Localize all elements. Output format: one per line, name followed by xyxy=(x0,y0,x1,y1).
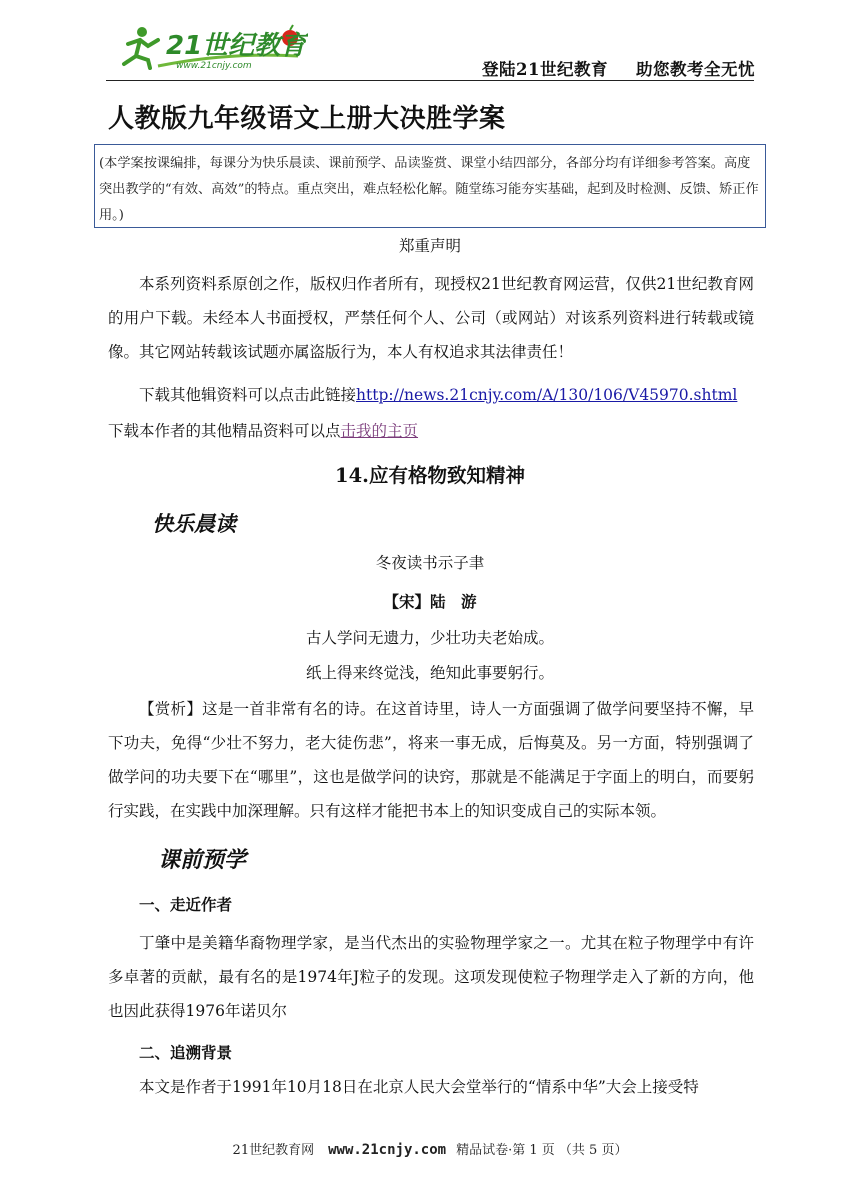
subheading-background: 二、追溯背景 xyxy=(139,1043,233,1062)
svg-text:www.21cnjy.com: www.21cnjy.com xyxy=(176,61,252,71)
footer-site-name: 21世纪教育网 xyxy=(232,1143,315,1158)
author-intro: 丁肇中是美籍华裔物理学家，是当代杰出的实验物理学家之一。尤其在粒子物理学中有许多卓著的贡献，最有名的是1974年J粒子的发现。这项发现使粒子物理学走入了新的方向，他也因此获得1976年诺贝尔 xyxy=(108,934,754,1020)
background-text: 本文是作者于1991年10月18日在北京人民大会堂举行的“情系中华”大会上接受特 xyxy=(139,1078,699,1096)
page-footer xyxy=(106,1139,754,1158)
poem-line: 纸上得来终觉浅，绝知此事要躬行。 xyxy=(305,664,554,682)
poem-analysis: 【赏析】这是一首非常有名的诗。在这首诗里，诗人一方面强调了做学问要坚持不懈，早下功夫，免得“少壮不努力，老大徒伤悲”，将来一事无成，后悔莫及。另一方面，特别强调了做学问的功夫要下在“哪里”，这也是做学问的诀窍，那就是不能满足于字面上的明白，而要躬行实践，在实践中加深理解。只有这样才能把书本上的知识变成自己的实际本领。 xyxy=(108,700,754,820)
slogan-left: 登陆21世纪教育 xyxy=(482,60,608,79)
poem-title: 冬夜读书示子聿 xyxy=(375,554,485,572)
download-link[interactable]: http://news.21cnjy.com/A/130/106/V45970.shtml xyxy=(356,386,738,404)
subheading-author: 一、走近作者 xyxy=(139,895,233,914)
author-text: 下载本作者的其他精品资料可以点 xyxy=(108,422,341,440)
section-heading-morning-reading: 快乐晨读 xyxy=(152,511,236,536)
footer-site-url[interactable]: www.21cnjy.com xyxy=(328,1142,447,1158)
poem-author: 【宋】陆 游 xyxy=(383,592,477,611)
footer-page-info: 精品试卷·第 1 页 （共 5 页） xyxy=(456,1143,628,1158)
poem-line: 古人学问无遗力，少壮功夫老始成。 xyxy=(305,629,554,647)
header-slogan xyxy=(482,56,755,80)
download-text: 下载其他辑资料可以点击此链接 xyxy=(139,386,357,404)
author-line xyxy=(108,414,754,448)
notice-body: 本系列资料系原创之作，版权归作者所有，现授权21世纪教育网运营，仅供21世纪教育网的用户下载。未经本人书面授权，严禁任何个人、公司（或网站）对该系列资料进行转载或镜像。其它网站转载该试题亦属盗版行为，本人有权追求其法律责任！ xyxy=(108,275,754,361)
author-homepage-link[interactable]: 击我的主页 xyxy=(340,422,419,440)
lesson-title: 14.应有格物致知精神 xyxy=(335,464,525,487)
intro-box: (本学案按课编排，每课分为快乐晨读、课前预学、品读鉴赏、课堂小结四部分，各部分均有详细参考答案。高度突出教学的“有效、高效”的特点。重点突出，难点轻松化解。随堂练习能夯实基础，起到及时检测、反馈、矫正作用。) xyxy=(94,144,766,228)
section-heading-preview: 课前预学 xyxy=(158,847,247,873)
svg-text:21世纪教育: 21世纪教育 xyxy=(166,31,307,61)
document-title: 人教版九年级语文上册大决胜学案 xyxy=(108,104,506,134)
header-divider xyxy=(106,80,754,81)
slogan-right: 助您教考全无忧 xyxy=(636,60,755,79)
site-logo xyxy=(118,22,308,72)
notice-heading: 郑重声明 xyxy=(398,237,461,255)
logo-icon xyxy=(118,22,308,72)
download-line xyxy=(108,378,754,412)
